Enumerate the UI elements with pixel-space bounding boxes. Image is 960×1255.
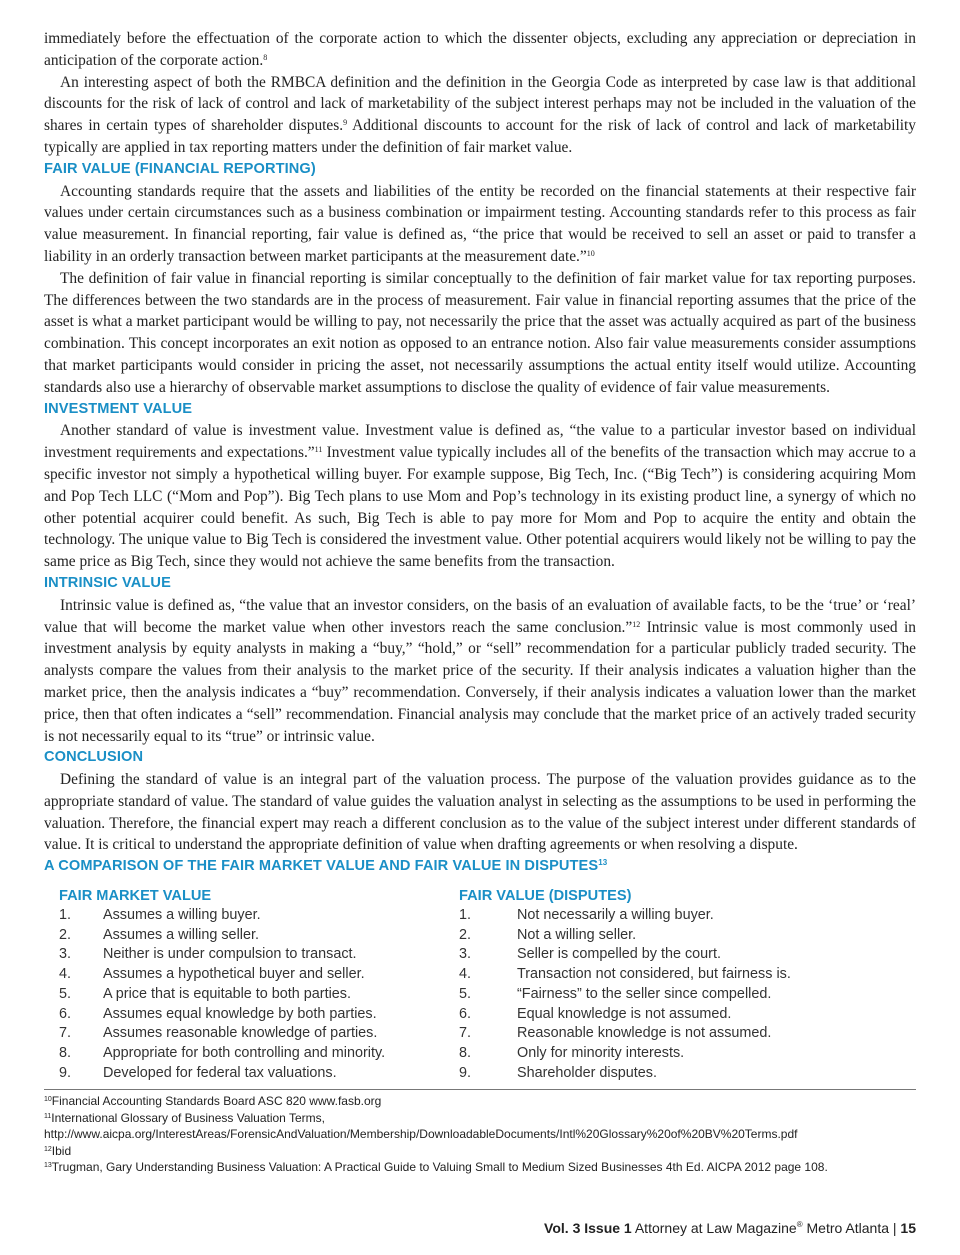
list-item: 3. Neither is under compulsion to transact. <box>59 946 357 963</box>
paragraph-fair-value-definition: The definition of fair value in financial reporting is similar conceptually to the definition of fair market value for tax reporting purposes. The differences between the two standards are in the process of measurement. Fair value in financial reporting assumes that the price of the asset is what a market participant would be willing to pay, not necessarily the price that the asset was actually acquired as part of the business combination. This concept incorporates an exit notion as opposed to an entrance notion. Also fair value measurements consider assumptions that market participants would consider in pricing the asset, not necessarily assumptions the actual entity itself would utilize. Accounting standards also use a hierarchy of observable market assumptions to disclose the quality of evidence of fair value measurements. <box>44 269 916 396</box>
paragraph-accounting-standards: Accounting standards require that the assets and liabilities of the entity be recorded on the financial statements at their respective fair values under certain circumstances such as a business combination or impairment testing. Accounting standards refer to this process as fair value measurement. In financial reporting, fair value is defined as, “the price that would be received to sell an asset or paid to transfer a liability in an orderly transaction between market participants at the measurement date.”$^{10}$ <box>44 182 916 265</box>
list-item: 2. Assumes a willing seller. <box>59 926 259 943</box>
list-item: 7. Assumes reasonable knowledge of parties. <box>59 1025 378 1042</box>
footnote-ref-13: 13 <box>598 858 608 868</box>
list-item: 9. Shareholder disputes. <box>459 1064 657 1081</box>
list-item: 8. Appropriate for both controlling and minority. <box>59 1045 386 1061</box>
footnote-13: $^{13}$Trugman, Gary Understanding Business Valuation: A Practical Guide to Valuing Small to Medium Sized Businesses 4th Ed. AICPA 2012 page 108. <box>44 1160 828 1175</box>
paragraph-rmbca: An interesting aspect of both the RMBCA definition and the definition in the Georgia Code as interpreted by case law is that additional discounts for the risk of lack of control and lack of marketability of the subject interest perhaps may not be included in the valuation of the shares in certain types of shareholder disputes.$^9$ Additional discounts to account for the risk of lack of control and lack of marketability typically are applied in tax reporting matters under the definition of fair market value. <box>44 73 917 156</box>
paragraph-dissenter: immediately before the effectuation of the corporate action to which the dissenter objects, excluding any appreciation or depreciation in anticipation of the corporate action.$^8$ <box>44 30 916 69</box>
footnote-ref-11: 11 <box>314 445 323 455</box>
footnotes <box>44 1093 916 1175</box>
footnote-ref-12: 12 <box>632 619 641 629</box>
footnote-ref-9: 9 <box>343 118 348 128</box>
fair-value-disputes-column <box>459 887 859 1083</box>
list-item: 8. Only for minority interests. <box>459 1045 685 1061</box>
heading-intrinsic-value: INTRINSIC VALUE <box>44 574 171 591</box>
fair-market-value-column <box>59 887 459 1083</box>
page-footer <box>544 1220 916 1236</box>
footnote-11: $^{11}$International Glossary of Business Valuation Terms, http://www.aicpa.org/InterestAreas/ForensicAndValuation/Membership/DownloadableDocuments/Intl%20Glossary%20of%20BV%20Terms.pdf <box>44 1110 798 1142</box>
list-item: 6. Equal knowledge is not assumed. <box>459 1005 732 1022</box>
fair-market-value-title: FAIR MARKET VALUE <box>59 888 212 905</box>
list-item: 9. Developed for federal tax valuations. <box>59 1064 337 1081</box>
heading-comparison: A COMPARISON OF THE FAIR MARKET VALUE AND FAIR VALUE IN DISPUTES$^{13}$ <box>44 858 608 875</box>
paragraph-investment-value: Another standard of value is investment value. Investment value is defined as, “the value to a particular investor based on individual investment requirements and expectations.”$^{11}$ Investment value typically includes all of the benefits of the transaction which may accrue to a specific investor not simply a hypothetical willing buyer. For example suppose, Big Tech, Inc. (“Big Tech”) is considering acquiring Mom and Pop Tech LLC (“Mom and Pop”). Big Tech plans to use Mom and Pop’s technology in its existing product line, a synergy of which no other potential acquirer could benefit. As such, Big Tech is able to pay more for Mom and Pop to acquire the entity and obtain the technology. The unique value to Big Tech is considered the investment value. Other potential acquirers would likely not be willing to pay the same price as Big Tech, since they would not achieve the same benefits from the transaction. <box>44 422 916 571</box>
fair-value-disputes-title: FAIR VALUE (DISPUTES) <box>459 888 632 905</box>
registered-mark: ® <box>796 1220 803 1229</box>
footnote-divider <box>44 1089 916 1090</box>
heading-conclusion: CONCLUSION <box>44 749 144 766</box>
list-item: 3. Seller is compelled by the court. <box>459 946 721 963</box>
footnote-10: $^{10}$Financial Accounting Standards Board ASC 820 www.fasb.org <box>44 1094 382 1109</box>
list-item: 1. Not necessarily a willing buyer. <box>459 907 714 924</box>
list-item: 7. Reasonable knowledge is not assumed. <box>459 1025 772 1042</box>
footnote-ref-10: 10 <box>586 248 595 258</box>
list-item: 6. Assumes equal knowledge by both parties. <box>59 1005 377 1022</box>
edition-label: Metro Atlanta | <box>806 1220 897 1236</box>
list-item: 5. “Fairness” to the seller since compelled. <box>459 985 772 1002</box>
footnote-12: $^{12}$Ibid <box>44 1143 72 1158</box>
issue-label: Vol. 3 Issue 1 <box>544 1220 632 1236</box>
paragraph-conclusion: Defining the standard of value is an integral part of the valuation process. The purpose of the valuation provides guidance as to the appropriate standard of value. The standard of value guides the valuation analyst in selecting as the assumptions to be used in performing the valuation. Therefore, the financial expert may reach a different conclusion as to the value of the subject interest under different standards of value. It is critical to understand the appropriate definition of value when drafting agreements or when resolving a dispute. <box>44 771 916 854</box>
page-number: 15 <box>900 1220 916 1236</box>
heading-investment-value: INVESTMENT VALUE <box>44 400 193 417</box>
paragraph-intrinsic-value: Intrinsic value is defined as, “the value that an investor considers, on the basis of an evaluation of available facts, to be the ‘true’ or ‘real’ value that will become the market value when other investors reach the same conclusion.”$^{12}$ Intrinsic value is most commonly used in investment analysis by equity analysts in making a “buy,” “hold,” or “sell” recommendation for a particular publicly traded security. The analysts compare the values from their analysis to the market price of the security. If their analysis indicates a valuation higher than the market price, then the analysis indicates a “buy” recommendation. Conversely, if their analysis indicates a valuation lower than the market price, then that often indicates a “sell” recommendation. Financial analysis may conclude that the market price of an actively traded security is not necessarily equal to its “true” or intrinsic value. <box>44 596 916 745</box>
article-page <box>44 28 916 1175</box>
footnote-ref-8: 8 <box>263 52 268 62</box>
list-item: 1. Assumes a willing buyer. <box>59 907 261 924</box>
comparison-table <box>44 887 916 1083</box>
list-item: 4. Assumes a hypothetical buyer and seller. <box>59 966 365 983</box>
magazine-name: Attorney at Law Magazine <box>634 1220 797 1236</box>
heading-fair-value-financial-reporting: FAIR VALUE (FINANCIAL REPORTING) <box>44 160 316 177</box>
list-item: 5. A price that is equitable to both parties. <box>59 985 351 1002</box>
list-item: 4. Transaction not considered, but fairness is. <box>459 966 791 983</box>
list-item: 2. Not a willing seller. <box>459 926 637 943</box>
